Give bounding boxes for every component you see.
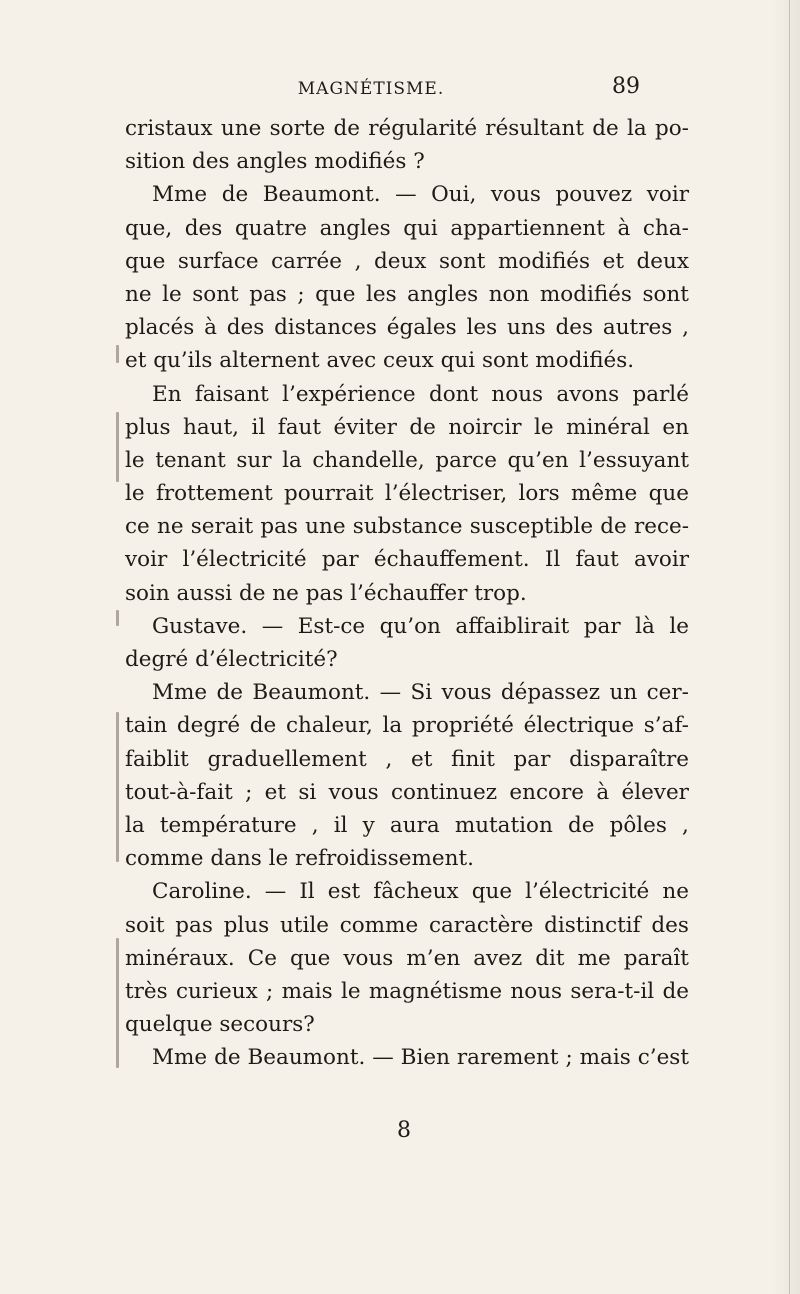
running-head: MAGNÉTISME. bbox=[297, 79, 445, 99]
text-line: et qu’ils alternent avec ceux qui sont modifiés. bbox=[125, 348, 635, 374]
gutter-mark bbox=[116, 412, 119, 482]
text-line: Mme de Beaumont. — Si vous dépassez un cer- bbox=[152, 680, 689, 706]
page-number: 89 bbox=[612, 74, 640, 99]
text-line: plus haut, il faut éviter de noircir le minéral en bbox=[125, 414, 689, 440]
text-line: soit pas plus utile comme caractère distinctif des bbox=[125, 912, 689, 938]
gutter-mark bbox=[116, 345, 119, 363]
gutter-mark bbox=[116, 938, 119, 1068]
text-line: tout-à-fait ; et si vous continuez encore à élever bbox=[125, 779, 689, 805]
text-line: tain degré de chaleur, la propriété électrique s’af- bbox=[125, 713, 689, 739]
text-line: le tenant sur la chandelle, parce qu’en l’essuyant bbox=[125, 447, 689, 473]
text-line: la température , il y aura mutation de pôles , bbox=[125, 812, 689, 838]
text-line: très curieux ; mais le magnétisme nous sera-t-il de bbox=[125, 978, 689, 1004]
text-line: Mme de Beaumont. — Bien rarement ; mais c’est bbox=[152, 1045, 689, 1071]
page-header bbox=[0, 74, 800, 104]
text-line: Gustave. — Est-ce qu’on affaiblirait par là le bbox=[152, 613, 689, 639]
text-line: ne le sont pas ; que les angles non modifiés sont bbox=[125, 281, 689, 307]
signature-mark: 8 bbox=[397, 1118, 411, 1143]
text-line: En faisant l’expérience dont nous avons parlé bbox=[152, 381, 689, 407]
gutter-mark bbox=[116, 712, 119, 862]
text-line: Caroline. — Il est fâcheux que l’électricité ne bbox=[152, 879, 689, 905]
text-line: voir l’électricité par échauffement. Il faut avoir bbox=[125, 547, 689, 573]
text-line: comme dans le refroidissement. bbox=[125, 846, 474, 872]
page-edge-line bbox=[789, 0, 790, 1294]
text-line: degré d’électricité? bbox=[125, 647, 338, 672]
text-line: le frottement pourrait l’électriser, lors même que bbox=[125, 481, 689, 507]
text-line: quelque secours? bbox=[125, 1012, 315, 1038]
text-line: ce ne serait pas une substance susceptible de rece- bbox=[125, 514, 689, 540]
text-line: que, des quatre angles qui appartiennent à cha- bbox=[125, 215, 689, 241]
text-line: minéraux. Ce que vous m’en avez dit me paraît bbox=[125, 945, 689, 971]
text-line: Mme de Beaumont. — Oui, vous pouvez voir bbox=[152, 182, 689, 208]
body-text bbox=[125, 112, 689, 1074]
text-line: sition des angles modifiés ? bbox=[125, 149, 425, 175]
text-line: que surface carrée , deux sont modifiés et deux bbox=[125, 248, 689, 274]
gutter-mark bbox=[116, 610, 119, 626]
text-line: faiblit graduellement , et finit par disparaître bbox=[125, 746, 689, 772]
text-line: soin aussi de ne pas l’échauffer trop. bbox=[125, 580, 527, 606]
page-edge-shadow bbox=[772, 0, 800, 1294]
text-line: placés à des distances égales les uns des autres , bbox=[125, 315, 689, 341]
text-line: cristaux une sorte de régularité résultant de la po- bbox=[125, 116, 689, 141]
